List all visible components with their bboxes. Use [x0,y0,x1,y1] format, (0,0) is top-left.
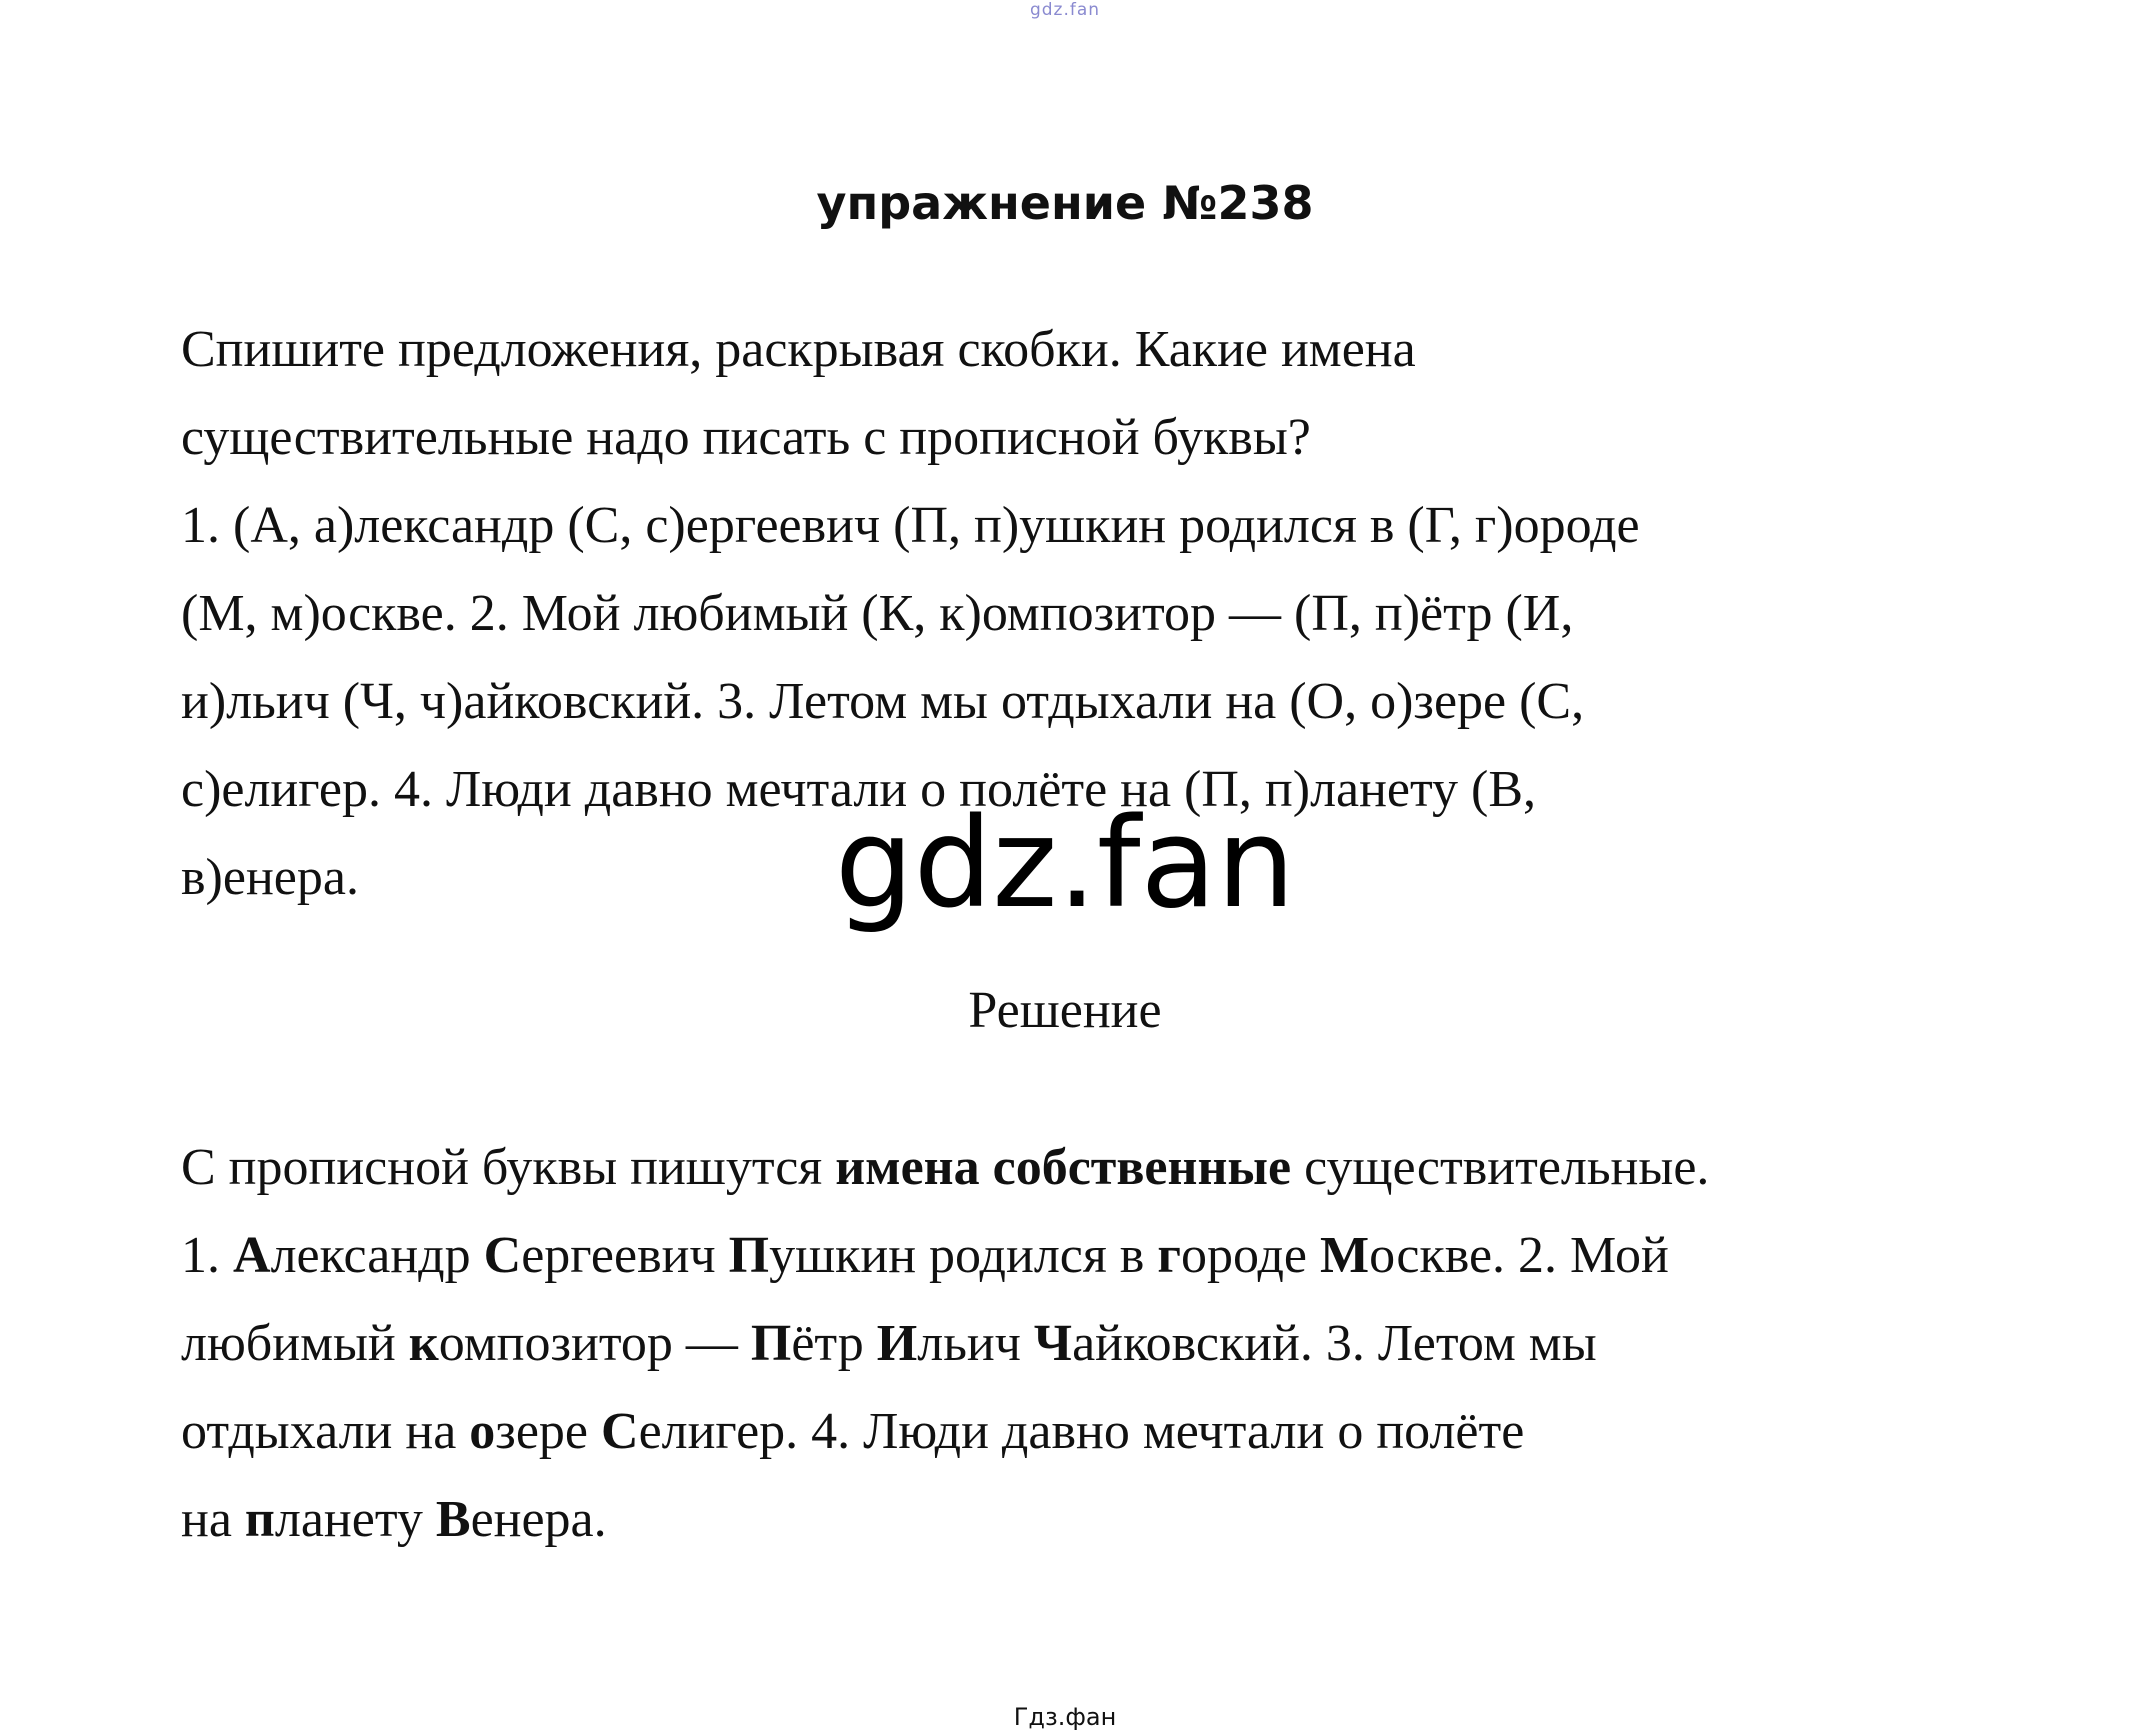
text-segment: оскве. 2. Мой [1369,1227,1669,1284]
text-segment: омпозитор — [438,1315,751,1372]
task-line: существительные надо писать с прописной буквы? [181,409,1311,466]
text-segment: ушкин родился в [769,1227,1158,1284]
bold-segment: П [728,1227,770,1284]
bold-segment: А [233,1227,271,1284]
text-segment: отдыхали на [181,1403,470,1460]
bold-segment: Ч [1033,1315,1073,1372]
text-segment: любимый [181,1315,409,1372]
bold-segment: г [1157,1227,1181,1284]
solution-line [181,1212,2061,1300]
text-segment: айковский. 3. Летом мы [1072,1315,1597,1372]
text-segment: 1. [181,1227,233,1284]
task-line: 1. (А, а)лександр (С, с)ергеевич (П, п)ушкин родился в (Г, г)ороде [181,497,1640,554]
text-segment: существительные. [1291,1139,1710,1196]
footer-text: Гдз.фан [1013,1703,1117,1731]
solution-text [181,1124,2061,1564]
text-segment: зере [495,1403,601,1460]
solution-line [181,1388,2061,1476]
bold-segment: П [750,1315,792,1372]
bold-segment: имена собственные [835,1139,1292,1196]
task-line: Спишите предложения, раскрывая скобки. Какие имена [181,321,1416,378]
task-line: с)елигер. 4. Люди давно мечтали о полёте на (П, п)ланету (В, [181,761,1537,818]
solution-line [181,1476,2061,1564]
text-segment: елигер. 4. Люди давно мечтали о полёте [638,1403,1525,1460]
bold-segment: С [483,1227,522,1284]
solution-line [181,1300,2061,1388]
task-line: в)енера. [181,849,359,906]
text-segment: ороде [1180,1227,1320,1284]
page-title: упражнение №238 [816,176,1314,230]
bold-segment: к [408,1315,439,1372]
text-segment: на [181,1491,245,1548]
bold-segment: С [601,1403,639,1460]
solution-line [181,1124,2061,1212]
solution-heading: Решение [968,982,1162,1039]
top-watermark: gdz.fan [1029,0,1101,20]
bold-segment: И [876,1315,918,1372]
text-segment: ланету [274,1491,436,1548]
task-line: и)льич (Ч, ч)айковский. 3. Летом мы отдыхали на (О, о)зере (С, [181,673,1585,730]
bold-segment: М [1320,1227,1370,1284]
bold-segment: п [244,1491,275,1548]
text-segment: ётр [791,1315,877,1372]
bold-segment: о [469,1403,496,1460]
text-segment: лександр [270,1227,484,1284]
bold-segment: В [435,1491,471,1548]
text-segment: льич [917,1315,1034,1372]
text-segment: ергеевич [521,1227,729,1284]
center-watermark: gdz.fan [834,792,1296,936]
text-segment: С прописной буквы пишутся [181,1139,836,1196]
text-segment: енера. [470,1491,607,1548]
task-line: (М, м)оскве. 2. Мой любимый (К, к)омпозитор — (П, п)ётр (И, [181,585,1574,642]
